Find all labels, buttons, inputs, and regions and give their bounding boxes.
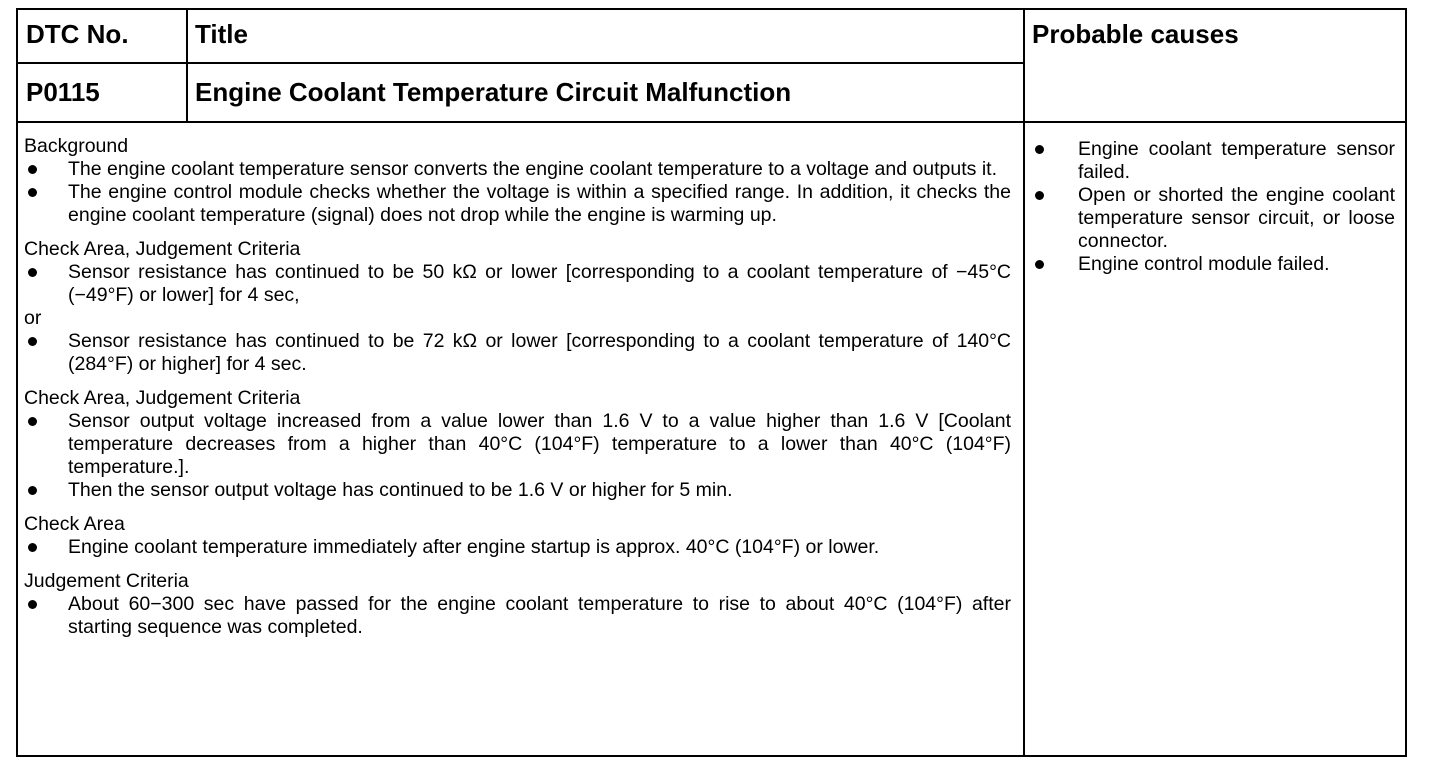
dtc-number: P0115 [26,77,100,107]
probable-causes-column [1034,138,1395,276]
bullet-icon [28,417,37,426]
header-title-label: Title [195,19,248,49]
section-check-area-3 [24,513,1011,559]
list-item: Sensor output voltage increased from a value lower than 1.6 V to a value higher than 1.6 V [Coolant temperature decreases from a higher than 40°C (104°F) temperature to a lower than 40°C (104°F) temperature.]. [24,410,1011,479]
section-check-area-1 [24,238,1011,376]
cause-item: Open or shorted the engine coolant temperature sensor circuit, or loose connector. [1034,184,1395,253]
bullet-icon [28,486,37,495]
list-item: The engine control module checks whether the voltage is within a specified range. In addition, it checks the engine coolant temperature (signal) does not drop while the engine is warming up. [24,181,1011,227]
section-title: Check Area, Judgement Criteria [24,387,301,409]
section-title: Check Area [24,513,125,535]
description-column [24,135,1011,639]
bullet-icon [28,188,37,197]
list-item: The engine coolant temperature sensor converts the engine coolant temperature to a voltage and outputs it. [24,158,1011,181]
cause-item: Engine control module failed. [1034,253,1395,276]
section-check-area-2 [24,387,1011,502]
section-background [24,135,1011,227]
list-item: Engine coolant temperature immediately after engine startup is approx. 40°C (104°F) or lower. [24,536,1011,559]
bullet-icon [28,268,37,277]
list-item: Sensor resistance has continued to be 50 kΩ or lower [corresponding to a coolant temperature of −45°C (−49°F) or lower] for 4 sec, [24,261,1011,307]
section-judgement-criteria [24,570,1011,639]
list-item: Then the sensor output voltage has continued to be 1.6 V or higher for 5 min. [24,479,1011,502]
bullet-icon [1035,260,1044,269]
divider-header-body [18,121,1405,123]
bullet-icon [28,543,37,552]
section-title: Check Area, Judgement Criteria [24,238,301,260]
header-causes-label: Probable causes [1032,19,1239,49]
bullet-icon [1035,145,1044,154]
bullet-icon [1035,191,1044,200]
list-item: Sensor resistance has continued to be 72 kΩ or lower [corresponding to a coolant temperature of 140°C (284°F) or higher] for 4 sec. [24,330,1011,376]
dtc-title: Engine Coolant Temperature Circuit Malfunction [195,77,792,107]
section-title: Judgement Criteria [24,570,189,592]
list-item: About 60−300 sec have passed for the engine coolant temperature to rise to about 40°C (104°F) after starting sequence was completed. [24,593,1011,639]
divider-header-row [18,62,1023,64]
bullet-icon [28,165,37,174]
header-dtc-label: DTC No. [26,19,129,49]
section-title: Background [24,135,129,157]
bullet-icon [28,337,37,346]
cause-item: Engine coolant temperature sensor failed. [1034,138,1395,184]
connector-or: or [24,307,42,329]
bullet-icon [28,600,37,609]
divider-dtc-title [186,10,188,121]
